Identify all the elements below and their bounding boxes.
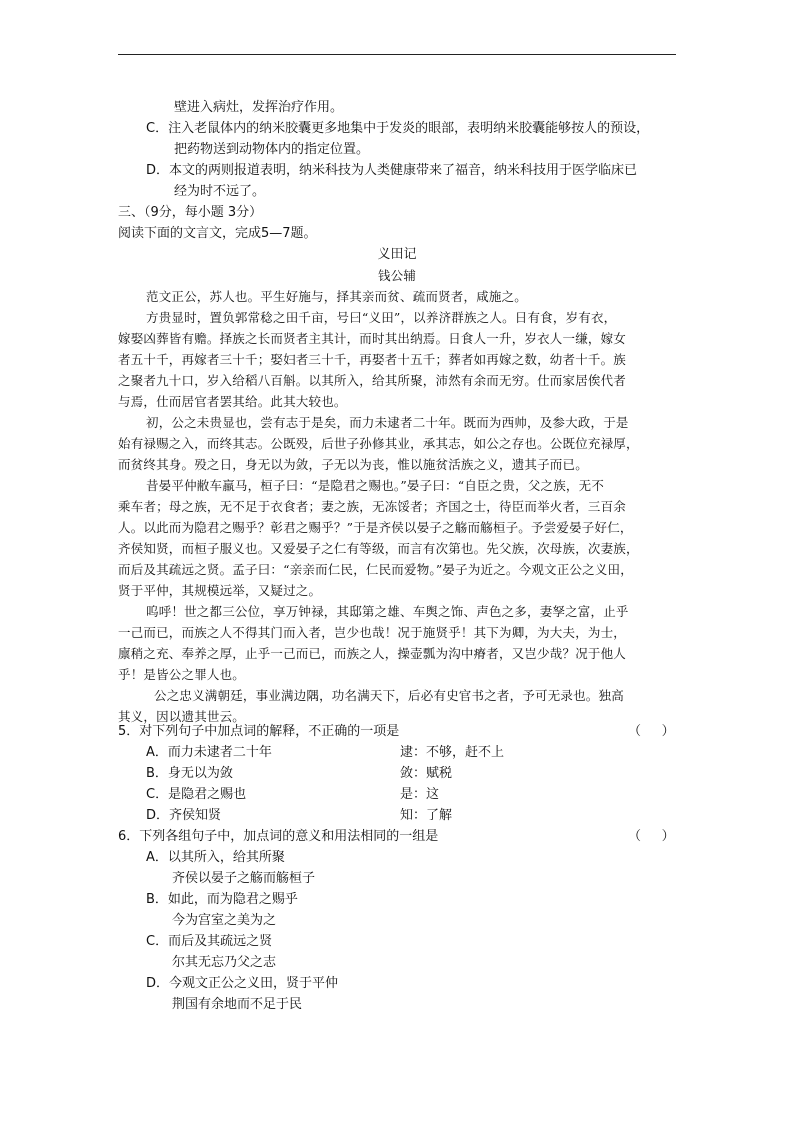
passage-line: 人。以此而为隐君之赐乎？彰君之赐乎？”于是齐侯以晏子之觞而觞桓子。予尝爱晏子好仁， [118, 520, 633, 535]
question-6-answer-blank[interactable]: （ ） [628, 829, 675, 844]
passage-line: 乘车者；母之族，无不足于衣食者；妻之族，无冻馁者；齐国之士，待臣而举火者，三百余 [118, 499, 627, 514]
q5-option-b-gloss: 敛：赋税 [400, 766, 453, 781]
passage-line: 公之忠义满朝廷，事业满边隅，功名满天下，后必有史官书之者，予可无录也。独高 [154, 688, 624, 703]
q6-option-a[interactable]: A．以其所入，给其所聚 [146, 850, 285, 865]
prev-option-d: D．本文的两则报道表明，纳米科技为人类健康带来了福音，纳米科技用于医学临床已 [146, 163, 638, 178]
q6-option-c[interactable]: C．而后及其疏远之贤 [146, 934, 273, 949]
q6-option-b[interactable]: B．如此，而为隐君之赐乎 [146, 892, 298, 907]
passage-line: 范文正公，苏人也。平生好施与，择其亲而贫、疏而贤者，咸施之。 [146, 289, 528, 304]
section-instruction: 阅读下面的文言文，完成5—7题。 [118, 226, 317, 241]
q6-option-d[interactable]: D．今观文正公之义田，贤于平仲 [146, 976, 339, 991]
q5-option-a[interactable]: A．而力未逮者二十年 [146, 745, 272, 760]
passage-line: 一己而已，而族之人不得其门而入者，岂少也哉！况于施贤乎！其下为卿，为大夫，为士， [118, 625, 627, 640]
passage-title: 义田记 [377, 247, 417, 262]
q5-option-b[interactable]: B．身无以为敛 [146, 766, 233, 781]
passage-line: 者五十千，再嫁者三十千；娶妇者三十千，再娶者十五千；葬者如再嫁之数，幼者十千。族 [118, 352, 627, 367]
question-5-stem: 5．对下列句子中加点词的解释，不正确的一项是 [118, 724, 400, 739]
q6-option-b-second: 今为宫室之美为之 [172, 913, 277, 928]
q5-option-c-gloss: 是：这 [400, 787, 440, 802]
prev-option-c: C．注入老鼠体内的纳米胶囊更多地集中于发炎的眼部，表明纳米胶囊能够按人的预设， [146, 121, 650, 136]
header-rule [118, 54, 676, 55]
passage-line: 昔晏平仲敝车羸马，桓子曰：“是隐君之赐也。”晏子曰：“自臣之贵，父之族，无不 [146, 478, 605, 493]
passage-line: 而后及其疏远之贤。孟子曰：“亲亲而仁民，仁民而爱物。”晏子为近之。今观文正公之义田， [118, 562, 633, 577]
passage-line: 齐侯知贤，而桓子服义也。又爱晏子之仁有等级，而言有次第也。先父族，次母族，次妻族， [118, 541, 639, 556]
passage-line: 廪稍之充、奉养之厚，止乎一己而已，而族之人，操壶瓢为沟中瘠者，又岂少哉？况于他人 [118, 646, 627, 661]
passage-line: 其义，因以遗其世云。 [118, 709, 246, 724]
q5-option-d-gloss: 知：了解 [400, 808, 453, 823]
q6-option-c-second: 尔其无忘乃父之志 [172, 955, 277, 970]
passage-line: 初，公之未贵显也，尝有志于是矣，而力未逮者二十年。既而为西帅，及参大政，于是 [146, 415, 629, 430]
q5-option-c[interactable]: C．是隐君之赐也 [146, 787, 247, 802]
q6-option-a-second: 齐侯以晏子之觞而觞桓子 [172, 871, 316, 886]
q6-option-d-second: 荆国有余地而不足于民 [172, 997, 303, 1012]
question-5-answer-blank[interactable]: （ ） [628, 724, 675, 739]
section-header: 三、（9分，每小题 3分） [118, 205, 263, 220]
prev-option-b-tail: 壁进入病灶，发挥治疗作用。 [174, 100, 344, 115]
passage-line: 嫁娶凶葬皆有赡。择族之长而贤者主其计，而时其出纳焉。日食人一升，岁衣人一缣，嫁女 [118, 331, 627, 346]
passage-line: 方贵显时，置负郭常稔之田千亩，号曰“义田”，以养济群族之人。日有食，岁有衣， [146, 310, 617, 325]
passage-line: 而贫终其身。殁之日，身无以为敛，子无以为丧，惟以施贫活族之义，遗其子而已。 [118, 457, 588, 472]
passage-line: 乎！是皆公之罪人也。 [118, 667, 246, 682]
q5-option-a-gloss: 逮：不够，赶不上 [400, 745, 505, 760]
q5-option-d[interactable]: D．齐侯知贤 [146, 808, 222, 823]
passage-author: 钱公辅 [377, 268, 417, 283]
passage-line: 呜呼！世之都三公位，享万钟禄，其邸第之雄、车舆之饰、声色之多，妻孥之富，止乎 [146, 604, 629, 619]
prev-option-c-cont: 把药物送到动物体内的指定位置。 [174, 142, 370, 157]
prev-option-d-cont: 经为时不远了。 [174, 184, 266, 199]
passage-line: 与焉，仕而居官者罢其给。此其大较也。 [118, 394, 347, 409]
passage-line: 之聚者九十口，岁入给稻八百斛。以其所入，给其所聚，沛然有余而无穷。仕而家居俟代者 [118, 373, 627, 388]
passage-line: 贤于平仲，其规模远举，又疑过之。 [118, 583, 322, 598]
question-6-stem: 6．下列各组句子中，加点词的意义和用法相同的一组是 [118, 829, 439, 844]
passage-line: 始有禄赐之入，而终其志。公既殁，后世子孙修其业，承其志，如公之存也。公既位充禄厚， [118, 436, 639, 451]
